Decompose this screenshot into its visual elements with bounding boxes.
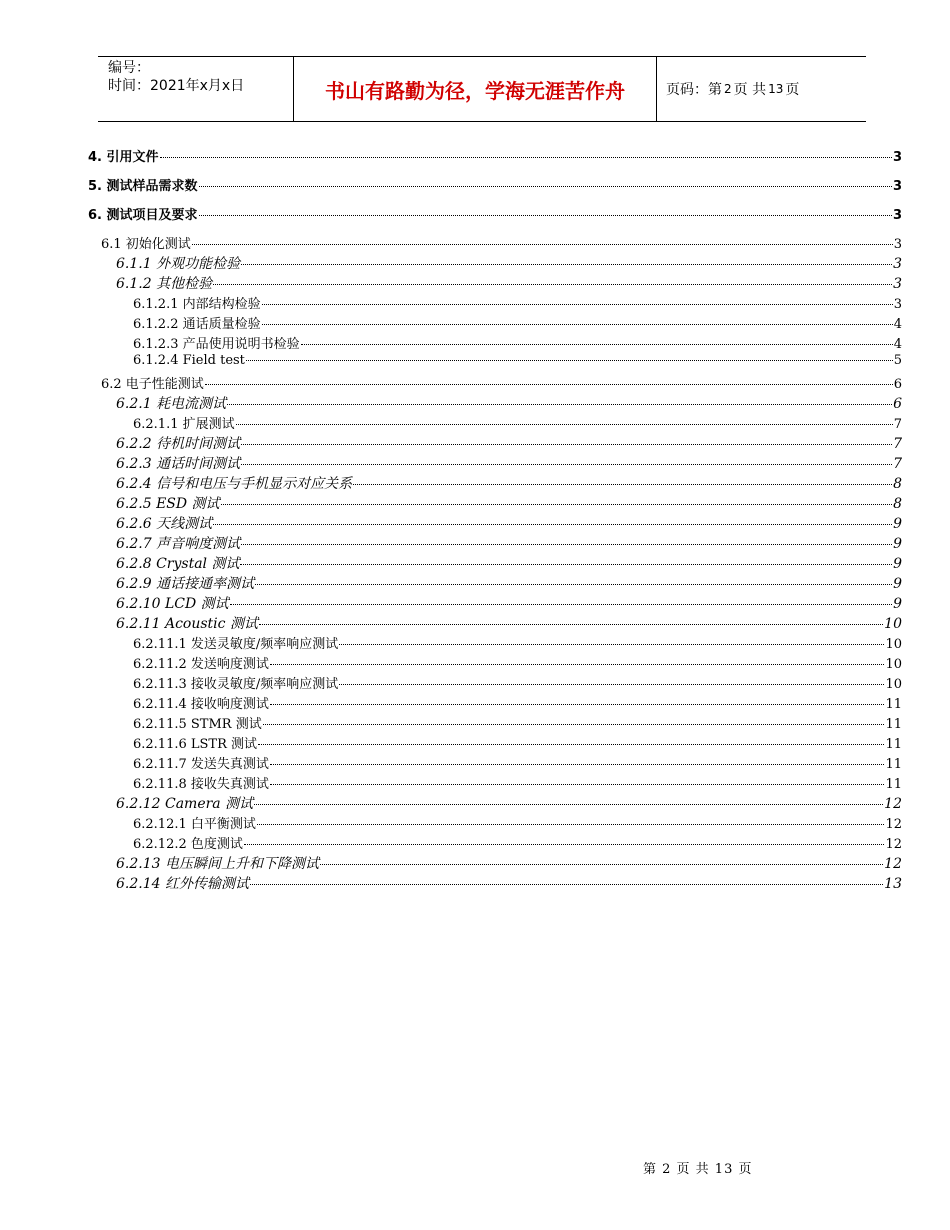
toc-entry[interactable] (133, 833, 902, 852)
toc-entry-page: 7 (893, 456, 902, 472)
toc-entry-page: 9 (893, 556, 902, 572)
toc-entry-page: 11 (885, 757, 902, 772)
toc-entry[interactable] (88, 175, 902, 194)
toc-entry-page: 3 (893, 256, 902, 272)
toc-entry[interactable] (116, 393, 902, 413)
toc-entry[interactable] (133, 713, 902, 732)
toc-leader-dots (270, 764, 885, 765)
toc-entry-title: 6.2.11 Acoustic 测试 (116, 616, 258, 632)
toc-entry[interactable] (133, 693, 902, 712)
page-header (98, 56, 866, 122)
toc-entry-title: 6.2.14 红外传输测试 (116, 876, 249, 892)
toc-leader-dots (339, 644, 884, 645)
toc-entry[interactable] (133, 333, 902, 352)
toc-entry[interactable] (133, 313, 902, 332)
toc-entry-title: 6.2.11.5 STMR 测试 (133, 717, 262, 732)
toc-entry-page: 10 (885, 657, 902, 672)
toc-entry-title: 6.2.3 通话时间测试 (116, 456, 241, 472)
toc-entry-page: 6 (893, 396, 902, 412)
toc-entry[interactable] (116, 793, 902, 813)
toc-entry-title: 6.2.9 通话接通率测试 (116, 576, 255, 592)
toc-entry[interactable] (116, 433, 902, 453)
toc-leader-dots (270, 664, 885, 665)
toc-leader-dots (213, 524, 892, 525)
toc-entry-title: 6.2.4 信号和电压与手机显示对应关系 (116, 476, 353, 492)
toc-entry[interactable] (116, 853, 902, 873)
toc-entry[interactable] (133, 753, 902, 772)
toc-leader-dots (227, 404, 892, 405)
toc-entry-title: 6.2.8 Crystal 测试 (116, 556, 240, 572)
toc-entry-title: 6.2.2 待机时间测试 (116, 436, 241, 452)
toc-entry-title: 6.1.2.2 通话质量检验 (133, 317, 261, 332)
toc-leader-dots (339, 684, 884, 685)
toc-leader-dots (301, 344, 893, 345)
toc-leader-dots (241, 544, 892, 545)
toc-leader-dots (241, 464, 892, 465)
toc-leader-dots (254, 804, 883, 805)
toc-entry[interactable] (101, 373, 902, 392)
toc-entry-page: 10 (884, 616, 902, 632)
toc-entry[interactable] (116, 473, 902, 493)
toc-entry-page: 6 (893, 377, 902, 392)
toc-entry[interactable] (133, 633, 902, 652)
toc-entry[interactable] (116, 453, 902, 473)
toc-entry[interactable] (116, 273, 902, 293)
toc-entry[interactable] (133, 293, 902, 312)
toc-entry[interactable] (116, 493, 902, 513)
toc-leader-dots (230, 604, 892, 605)
toc-entry-page: 12 (885, 837, 902, 852)
toc-entry[interactable] (116, 573, 902, 593)
toc-entry-page: 12 (884, 796, 902, 812)
toc-entry-page: 3 (893, 297, 902, 312)
toc-entry[interactable] (133, 353, 902, 368)
toc-entry[interactable] (116, 513, 902, 533)
toc-entry[interactable] (116, 873, 902, 893)
toc-entry-page: 13 (884, 876, 902, 892)
page-total: 13 (768, 82, 784, 96)
toc-leader-dots (241, 264, 892, 265)
toc-entry-title: 6.1.2 其他检验 (116, 276, 213, 292)
toc-entry-page: 3 (892, 150, 902, 165)
toc-leader-dots (270, 704, 885, 705)
header-motto: 书山有路勤为径，学海无涯苦作舟 (294, 57, 657, 121)
toc-entry-page: 5 (893, 353, 902, 368)
toc-entry-page: 3 (893, 276, 902, 292)
toc-entry-title: 6.2.11.4 接收响度测试 (133, 697, 269, 712)
toc-entry[interactable] (116, 613, 902, 633)
toc-entry-page: 3 (892, 208, 902, 223)
toc-leader-dots (192, 244, 893, 245)
toc-leader-dots (244, 844, 885, 845)
toc-entry-page: 11 (885, 717, 902, 732)
toc-entry[interactable] (133, 773, 902, 792)
toc-entry-title: 6.1.1 外观功能检验 (116, 256, 241, 272)
toc-entry-title: 6.2.11.3 接收灵敏度/频率响应测试 (133, 677, 339, 692)
toc-entry-page: 8 (893, 496, 902, 512)
toc-entry-title: 6.2.12 Camera 测试 (116, 796, 254, 812)
toc-entry[interactable] (116, 593, 902, 613)
toc-entry-page: 8 (893, 476, 902, 492)
toc-entry-page: 3 (892, 179, 902, 194)
toc-entry-title: 6.1.2.1 内部结构检验 (133, 297, 261, 312)
toc-entry-title: 6.2.11.2 发送响度测试 (133, 657, 269, 672)
page-suffix: 页 (785, 82, 800, 98)
toc-entry-page: 7 (893, 417, 902, 432)
toc-entry[interactable] (133, 733, 902, 752)
toc-entry-page: 11 (885, 697, 902, 712)
toc-entry[interactable] (88, 204, 902, 223)
toc-leader-dots (250, 884, 883, 885)
toc-entry-title: 6.2.13 电压瞬间上升和下降测试 (116, 856, 319, 872)
toc-entry-page: 9 (893, 596, 902, 612)
toc-entry-title: 6.2.11.6 LSTR 测试 (133, 737, 258, 752)
toc-leader-dots (240, 564, 892, 565)
toc-entry-title: 6.2 电子性能测试 (101, 377, 204, 392)
toc-entry-page: 9 (893, 536, 902, 552)
toc-entry-page: 11 (885, 777, 902, 792)
toc-leader-dots (262, 324, 893, 325)
toc-entry[interactable] (133, 673, 902, 692)
toc-entry-page: 7 (893, 436, 902, 452)
toc-entry-title: 6.2.11.7 发送失真测试 (133, 757, 269, 772)
toc-entry-title: 6.2.1 耗电流测试 (116, 396, 227, 412)
toc-entry-title: 6.2.5 ESD 测试 (116, 496, 220, 512)
toc-entry-title: 6.2.7 声音响度测试 (116, 536, 241, 552)
toc-leader-dots (353, 484, 892, 485)
toc-entry[interactable] (133, 813, 902, 832)
toc-entry-title: 6.2.12.2 色度测试 (133, 837, 243, 852)
toc-leader-dots (255, 584, 892, 585)
toc-entry[interactable] (116, 533, 902, 553)
toc-leader-dots (259, 624, 883, 625)
toc-entry-page: 4 (893, 317, 902, 332)
toc-entry-page: 4 (893, 337, 902, 352)
toc-entry-title: 6.1 初始化测试 (101, 237, 191, 252)
toc-leader-dots (221, 504, 893, 505)
toc-leader-dots (257, 824, 885, 825)
toc-leader-dots (258, 744, 884, 745)
toc-leader-dots (236, 424, 893, 425)
toc-entry-page: 3 (893, 237, 902, 252)
toc-leader-dots (160, 157, 892, 158)
page-footer: 第 2 页 共 13 页 (643, 1162, 753, 1177)
toc-leader-dots (213, 284, 892, 285)
toc-entry-title: 6.1.2.3 产品使用说明书检验 (133, 337, 300, 352)
page-prefix: 页码：第 (666, 82, 722, 98)
toc-entry[interactable] (101, 233, 902, 252)
toc-entry-title: 6.2.6 天线测试 (116, 516, 213, 532)
toc-entry-page: 10 (885, 637, 902, 652)
toc-entry-title: 6.2.11.1 发送灵敏度/频率响应测试 (133, 637, 339, 652)
toc-entry-page: 12 (884, 856, 902, 872)
toc-entry-title: 6. 测试项目及要求 (88, 208, 198, 223)
toc-entry[interactable] (116, 553, 902, 573)
toc-leader-dots (205, 384, 893, 385)
toc-entry[interactable] (133, 653, 902, 672)
toc-leader-dots (246, 360, 893, 361)
toc-entry-page: 9 (893, 516, 902, 532)
toc-leader-dots (199, 186, 892, 187)
header-page-info (657, 57, 866, 121)
page-number: 2 (724, 82, 732, 96)
toc-leader-dots (262, 304, 893, 305)
toc-entry-title: 5. 测试样品需求数 (88, 179, 198, 194)
toc-entry[interactable] (116, 253, 902, 273)
toc-leader-dots (241, 444, 892, 445)
toc-leader-dots (199, 215, 892, 216)
toc-leader-dots (263, 724, 885, 725)
toc-entry-title: 4. 引用文件 (88, 150, 159, 165)
time-label: 时间：2021年x月x日 (108, 78, 245, 94)
toc-entry[interactable] (133, 413, 902, 432)
toc-entry-title: 6.2.1.1 扩展测试 (133, 417, 235, 432)
toc-entry-title: 6.2.11.8 接收失真测试 (133, 777, 269, 792)
toc-entry-page: 10 (885, 677, 902, 692)
toc-entry-page: 9 (893, 576, 902, 592)
serial-label: 编号： (108, 60, 150, 76)
page-mid: 页 共 (733, 82, 767, 98)
toc-entry-title: 6.2.12.1 白平衡测试 (133, 817, 256, 832)
toc-entry[interactable] (88, 146, 902, 165)
header-meta (98, 57, 294, 121)
toc-leader-dots (320, 864, 883, 865)
toc-entry-page: 12 (885, 817, 902, 832)
toc-entry-page: 11 (885, 737, 902, 752)
toc-leader-dots (270, 784, 885, 785)
toc-entry-title: 6.2.10 LCD 测试 (116, 596, 229, 612)
toc-entry-title: 6.1.2.4 Field test (133, 353, 245, 368)
